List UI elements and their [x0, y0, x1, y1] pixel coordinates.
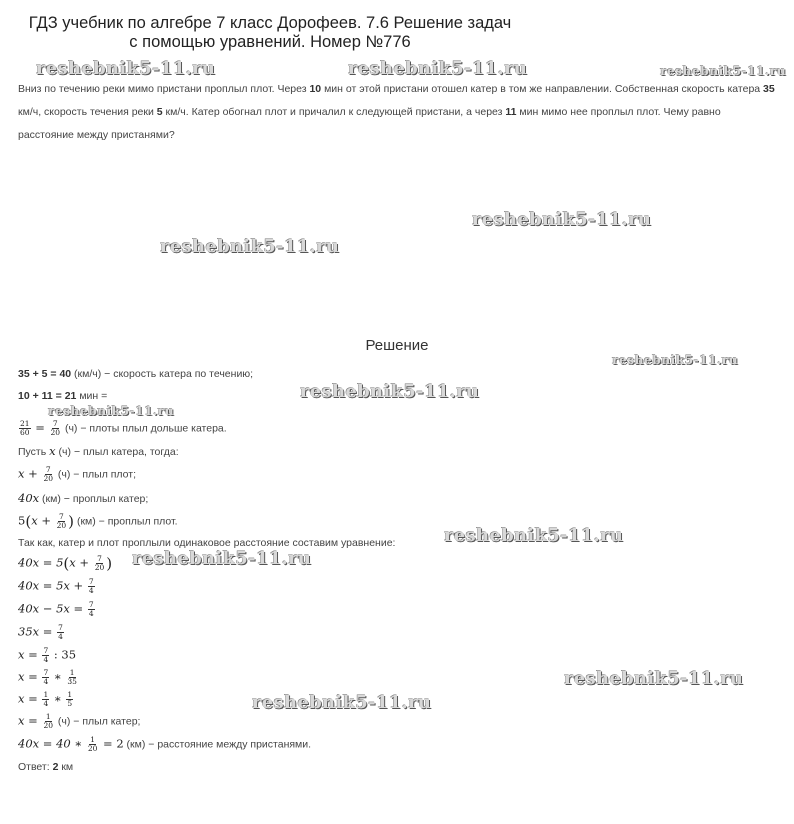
- fraction: $\frac{7}{20}$: [56, 512, 67, 530]
- watermark: reshebnik5-11.ru: [472, 209, 652, 230]
- fraction: $\frac{7}{4}$: [88, 577, 94, 595]
- fraction: $\frac{1}{20}$: [43, 712, 53, 730]
- equation-6: x = $\frac{7}{4}$ ∗ $\frac{1}{35}$: [18, 668, 77, 686]
- solution-line-7: 5(x + $\frac{7}{20}$ ) (км) − проплыл плот.: [18, 512, 178, 531]
- title-line-1: ГДЗ учебник по алгебре 7 класс Дорофеев. 7.6 Решение задач: [28, 14, 512, 32]
- title-line-2: с помощью уравнений. Номер №776: [129, 33, 411, 51]
- fraction: $\frac{21}{60}$: [20, 419, 30, 437]
- watermark: reshebnik5-11.ru: [564, 668, 744, 689]
- watermark: reshebnik5-11.ru: [300, 381, 480, 402]
- watermark: reshebnik5-11.ru: [252, 692, 432, 713]
- watermark: reshebnik5-11.ru: [612, 352, 738, 367]
- problem-text: Вниз по течению реки мимо пристани проплыл плот. Через 10 мин от этой пристани отошел катер в том же направлении. Собственная скорость катера 35 км/ч, скорость течения реки 5 км/ч. Катер обогнал плот и причалил к следующей пристани, а через 11 мин мимо нее проплыл плот. Чему равно расстояние между пристанями?: [18, 83, 775, 141]
- solution-line-6: 40x (км) − проплыл катер;: [18, 491, 149, 505]
- watermark: reshebnik5-11.ru: [160, 236, 340, 257]
- fraction: $\frac{7}{4}$: [43, 646, 49, 664]
- equation-2: 40x = 5x + $\frac{7}{4}$: [18, 577, 94, 595]
- watermark: reshebnik5-11.ru: [48, 403, 174, 418]
- fraction: $\frac{7}{20}$: [43, 465, 53, 483]
- answer: Ответ: 2 км: [18, 761, 74, 773]
- solution-line-3: $\frac{21}{60}$ = $\frac{7}{20}$ (ч) − плоты плыл дольше катера.: [20, 419, 227, 437]
- watermark: reshebnik5-11.ru: [348, 58, 528, 79]
- solution-heading: Решение: [365, 337, 429, 354]
- equation-7: x = $\frac{1}{4}$ ∗ $\frac{1}{5}$: [18, 690, 73, 708]
- equation-3: 40x − 5x = $\frac{7}{4}$: [18, 600, 94, 618]
- equation-5: x = $\frac{7}{4}$ : 35: [18, 646, 77, 664]
- fraction: $\frac{1}{20}$: [87, 735, 98, 753]
- fraction: $\frac{7}{4}$: [88, 600, 94, 618]
- fraction: $\frac{1}{5}$: [67, 690, 73, 708]
- fraction: $\frac{7}{4}$: [58, 623, 63, 641]
- fraction: $\frac{7}{20}$: [94, 554, 105, 572]
- solution-line-4: Пусть x (ч) − плыл катера, тогда:: [18, 444, 179, 458]
- equation-4: 35x = $\frac{7}{4}$: [18, 623, 63, 641]
- solution-line-2: 10 + 11 = 21 мин =: [18, 390, 108, 402]
- solution-line-5: x + $\frac{7}{20}$ (ч) − плыл плот;: [18, 465, 137, 483]
- watermark: reshebnik5-11.ru: [444, 525, 624, 546]
- watermark: reshebnik5-11.ru: [132, 548, 312, 569]
- fraction: $\frac{7}{4}$: [43, 668, 49, 686]
- equation-8: x = $\frac{1}{20}$ (ч) − плыл катер;: [18, 712, 141, 730]
- watermark: reshebnik5-11.ru: [660, 63, 786, 78]
- fraction: $\frac{7}{20}$: [50, 419, 61, 437]
- equation-1: 40x = 5(x + $\frac{7}{20}$ ): [18, 554, 113, 573]
- fraction: $\frac{1}{35}$: [67, 668, 77, 686]
- solution-line-8: Так как, катер и плот проплыли одинаковое расстояние составим уравнение:: [18, 537, 396, 549]
- solution-line-1: 35 + 5 = 40 (км/ч) − скорость катера по течению;: [18, 368, 254, 380]
- fraction: $\frac{1}{4}$: [43, 690, 49, 708]
- watermark: reshebnik5-11.ru: [36, 58, 216, 79]
- page-title: [0, 14, 540, 52]
- equation-9: 40x = 40 ∗ $\frac{1}{20}$ = 2 (км) − расстояние между пристанями.: [18, 735, 312, 753]
